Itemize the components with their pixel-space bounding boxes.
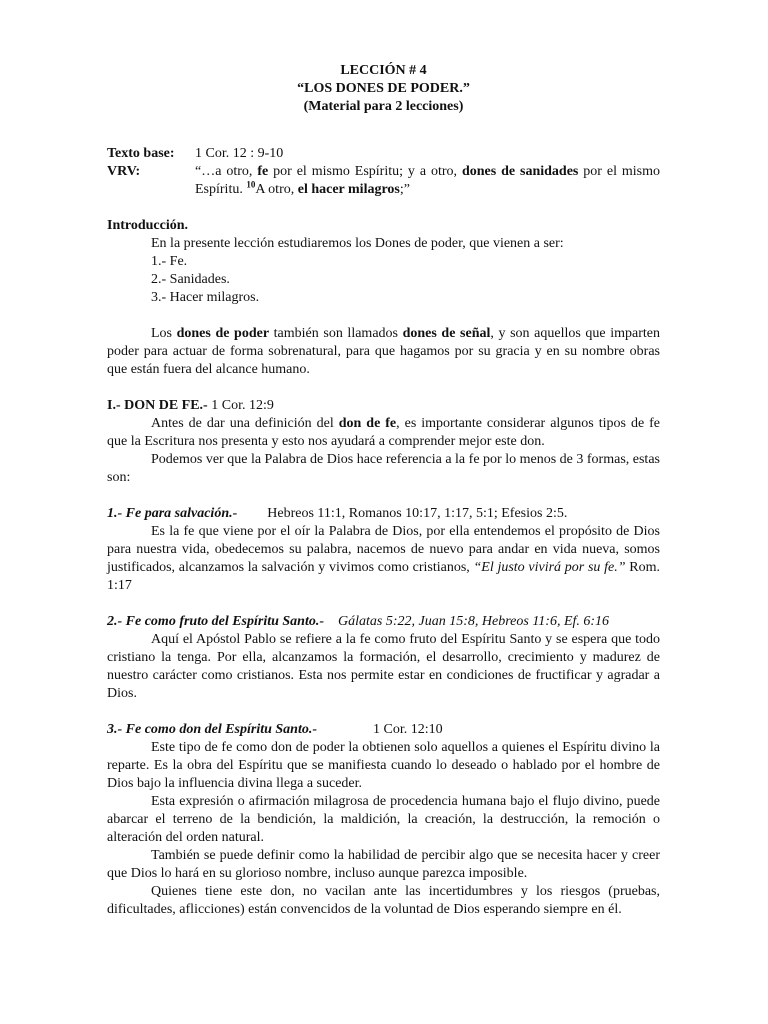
title-block [107, 62, 660, 116]
subsection-1-heading: 1.- Fe para salvación.- Hebreos 11:1, Romanos 10:17, 1:17, 5:1; Efesios 2:5. [107, 506, 568, 521]
subsection-2-paragraph: Aquí el Apóstol Pablo se refiere a la fe como fruto del Espíritu Santo y se espera que todo cristiano la tenga. Por ella, alcanzamos la formación, el desarrollo, crecimiento y madurez de nuestro carácter como cristianos. Esta nos permite estar en condiciones de fructificar y agradar a Dios. [107, 632, 660, 701]
vrv-row [107, 163, 660, 199]
base-text-label: Texto base: [107, 146, 175, 161]
list-item: 2.- Sanidades. [151, 272, 230, 287]
subsection-3-paragraph-2: Esta expresión o afirmación milagrosa de procedencia humana bajo el flujo divino, puede abarcar el terreno de la bendición, la maldición, la creación, la destrucción, la remoción o alteración del orden natural. [107, 794, 660, 845]
list-item: 1.- Fe. [151, 254, 188, 269]
subsection-1-paragraph: Es la fe que viene por el oír la Palabra de Dios, por ella entendemos el propósito de Dios para nuestra vida, obedecemos su palabra, nacemos de nuevo para andar en vida nueva, somos justificados, alcanzamos la salvación y vivimos como cristianos, “El justo vivirá por su fe.” Rom. 1:17 [107, 524, 660, 593]
section-1-paragraph: Antes de dar una definición del don de fe, es importante considerar algunos tipos de fe que la Escritura nos presenta y esto nos ayudará a comprender mejor este don. [107, 416, 661, 449]
base-text-row [107, 145, 660, 163]
intro-heading: Introducción. [107, 218, 189, 233]
lesson-number: LECCIÓN # 4 [340, 63, 427, 78]
subsection-2-heading: 2.- Fe como fruto del Espíritu Santo.- Gálatas 5:22, Juan 15:8, Hebreos 11:6, Ef. 6:16 [107, 614, 610, 629]
list-item: 3.- Hacer milagros. [151, 290, 260, 305]
intro-paragraph: En la presente lección estudiaremos los Dones de poder, que vienen a ser: [151, 236, 564, 251]
vrv-quote: “…a otro, fe por el mismo Espíritu; y a otro, dones de sanidades por el mismo Espíritu. $^{10}$A otro, el hacer milagros;” [195, 164, 661, 197]
subsection-3-paragraph: Este tipo de fe como don de poder la obtienen solo aquellos a quienes el Espíritu divino la reparte. Es la obra del Espíritu que se manifiesta cuando lo deseado o hablado por el hombre de Dios bajo la influencia divina llega a suceder. [107, 740, 660, 791]
intro-paragraph-2: Los dones de poder también son llamados dones de señal, y son aquellos que imparten poder para actuar de forma sobrenatural, para que hagamos por su gracia y en su nombre obras que están fuera del alcance humano. [107, 326, 661, 377]
section-1-paragraph-2: Podemos ver que la Palabra de Dios hace referencia a la fe por lo menos de 3 formas, estas son: [107, 452, 660, 485]
vrv-label: VRV: [107, 164, 141, 179]
document-page [107, 62, 660, 919]
subsection-3-paragraph-3: También se puede definir como la habilidad de percibir algo que se necesita hacer y creer que Dios lo hará en su glorioso nombre, incluso aunque parezca imposible. [107, 848, 660, 881]
lesson-note: (Material para 2 lecciones) [303, 99, 464, 114]
subsection-3-heading: 3.- Fe como don del Espíritu Santo.- 1 Cor. 12:10 [107, 722, 443, 737]
lesson-title: “LOS DONES DE PODER.” [297, 81, 470, 96]
subsection-3-paragraph-4: Quienes tiene este don, no vacilan ante las incertidumbres y los riesgos (pruebas, dificultades, aflicciones) están convencidos de la voluntad de Dios esperando siempre en él. [107, 884, 660, 917]
verse-number: 10 [246, 179, 256, 190]
section-1-heading: I.- DON DE FE.- 1 Cor. 12:9 [107, 398, 274, 413]
base-text-ref: 1 Cor. 12 : 9-10 [195, 146, 284, 161]
